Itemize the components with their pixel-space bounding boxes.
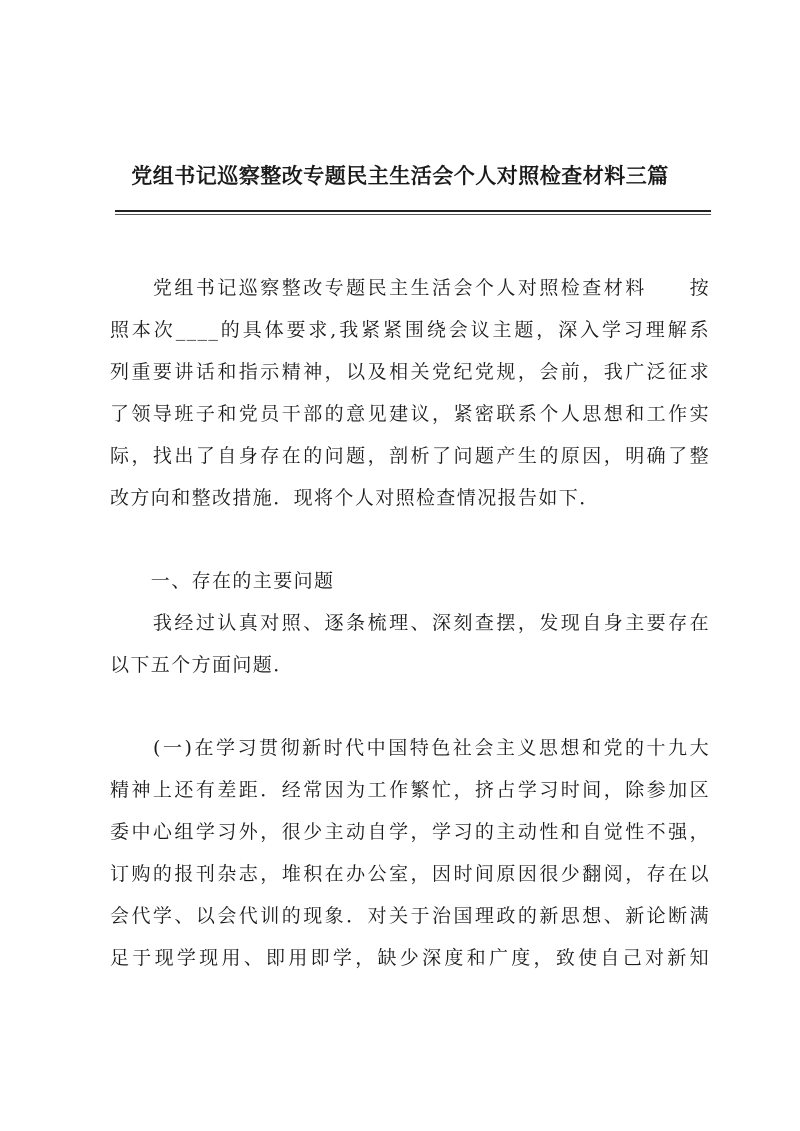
- paragraph-line: 党组书记巡察整改专题民主生活会个人对照检查材料 按: [110, 277, 710, 299]
- paragraph-line: 际，找出了自身存在的问题，剖析了问题产生的原因，明确了整: [110, 445, 710, 467]
- paragraph-line: 会代学、以会代训的现象．对关于治国理政的新思想、新论断满: [110, 905, 710, 927]
- paragraph-line: 列重要讲话和指示精神，以及相关党纪党规，会前，我广泛征求: [110, 361, 710, 383]
- paragraph-line: 委中心组学习外，很少主动自学，学习的主动性和自觉性不强，: [110, 821, 710, 843]
- paragraph-line: 改方向和整改措施．现将个人对照检查情况报告如下．: [110, 487, 600, 509]
- paragraph-line: 精神上还有差距．经常因为工作繁忙，挤占学习时间，除参加区: [110, 779, 710, 801]
- document-title: 党组书记巡察整改专题民主生活会个人对照检查材料三篇: [131, 163, 669, 188]
- paragraph-line: 照本次____的具体要求,我紧紧围绕会议主题，深入学习理解系: [110, 319, 710, 341]
- paragraph-line: 了领导班子和党员干部的意见建议，紧密联系个人思想和工作实: [110, 403, 710, 425]
- paragraph-line: 我经过认真对照、逐条梳理、深刻查摆，发现自身主要存在: [110, 612, 710, 634]
- title-divider: [115, 210, 711, 212]
- paragraph-line: (一)在学习贯彻新时代中国特色社会主义思想和党的十九大: [110, 737, 710, 759]
- paragraph-line: 订购的报刊杂志，堆积在办公室，因时间原因很少翻阅，存在以: [110, 863, 710, 885]
- section-heading: 一、存在的主要问题: [110, 570, 335, 592]
- title-divider-thin: [115, 214, 711, 215]
- paragraph-line: 以下五个方面问题．: [110, 654, 294, 676]
- paragraph-line: 足于现学现用、即用即学，缺少深度和广度，致使自己对新知: [110, 947, 710, 969]
